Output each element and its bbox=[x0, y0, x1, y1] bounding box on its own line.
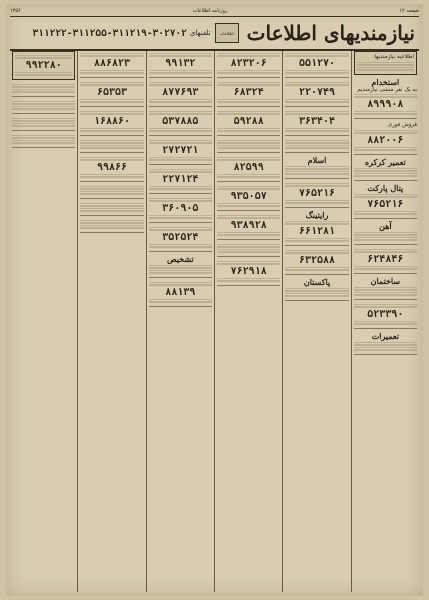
ad-text-lines bbox=[12, 84, 75, 88]
ad-text-lines bbox=[217, 174, 280, 178]
ad-text-lines bbox=[217, 70, 280, 74]
classified-ad bbox=[149, 196, 212, 223]
ad-text-lines bbox=[12, 123, 75, 127]
ad-text-lines bbox=[285, 82, 348, 86]
ad-text-lines bbox=[285, 200, 348, 204]
ad-phone-number: ۵۳۷۸۸۵ bbox=[162, 116, 199, 127]
classified-ad bbox=[354, 183, 417, 219]
ad-column bbox=[10, 51, 77, 592]
classified-ad bbox=[12, 82, 75, 97]
classified-ad bbox=[149, 138, 212, 165]
ad-text-lines bbox=[12, 89, 75, 93]
classified-ad bbox=[354, 331, 417, 355]
ad-phone-number: ۶۲۴۸۴۶ bbox=[367, 253, 404, 265]
ad-text-lines bbox=[149, 270, 212, 274]
ad-heading: ساختمان bbox=[370, 275, 401, 286]
classified-ad bbox=[12, 116, 75, 131]
ad-text-lines bbox=[149, 169, 212, 173]
ad-phone-number: ۹۳۵۰۵۷ bbox=[230, 191, 267, 202]
ad-text-lines bbox=[217, 215, 280, 219]
ad-text-lines bbox=[354, 237, 417, 241]
ad-text-lines bbox=[354, 287, 417, 291]
classified-ad bbox=[354, 302, 417, 329]
classified-ad bbox=[217, 109, 280, 136]
classified-ad bbox=[80, 51, 143, 78]
ad-phone-number: ۵۲۳۳۹۰ bbox=[367, 308, 404, 320]
ad-text-lines bbox=[217, 128, 280, 132]
ad-body: فروش فوری bbox=[387, 122, 417, 128]
ad-text-lines bbox=[217, 111, 280, 115]
ad-text-lines bbox=[285, 288, 348, 292]
classified-ad bbox=[80, 109, 143, 136]
ad-phone-number: ۶۸۳۲۴ bbox=[233, 87, 264, 98]
classified-ad bbox=[12, 99, 75, 114]
ad-phone-number: ۸۲۳۲۰۶ bbox=[230, 58, 267, 69]
folio-right: ۱۳۵۶ bbox=[10, 8, 21, 14]
ad-text-lines bbox=[80, 82, 143, 86]
ad-text-lines bbox=[80, 70, 143, 74]
ad-text-lines bbox=[149, 227, 212, 231]
ad-heading: آهن bbox=[379, 220, 392, 231]
ad-text-lines bbox=[217, 145, 280, 149]
ad-text-lines bbox=[285, 183, 348, 187]
classified-ad bbox=[217, 259, 280, 286]
ad-text-lines bbox=[285, 250, 348, 254]
ad-phone-number: ۶۶۱۲۸۱ bbox=[298, 226, 336, 237]
ad-text-lines bbox=[149, 157, 212, 161]
ad-text-lines bbox=[80, 111, 143, 115]
ad-text-lines bbox=[354, 266, 417, 270]
ad-phone-number: ۸۸۱۳۹ bbox=[165, 287, 196, 298]
ad-text-lines bbox=[149, 140, 212, 144]
folio-center: روزنامه اطلاعات bbox=[192, 8, 228, 14]
ad-text-lines bbox=[354, 147, 417, 151]
masthead-title: نیازمندیهای اطلاعات bbox=[246, 21, 415, 45]
ad-text-lines bbox=[80, 174, 143, 178]
ad-text-lines bbox=[354, 342, 417, 346]
ad-text-lines bbox=[217, 232, 280, 236]
ad-phone-number: ۸۷۷۶۹۳ bbox=[162, 87, 199, 98]
ad-heading: تشخیص bbox=[166, 254, 194, 264]
ad-text-lines bbox=[285, 171, 348, 175]
ad-text-lines bbox=[354, 347, 417, 351]
ad-phone-number: ۷۶۵۲۱۶ bbox=[367, 198, 404, 210]
ad-text-lines bbox=[217, 53, 280, 57]
classified-ad bbox=[285, 277, 348, 301]
ad-text-lines bbox=[80, 220, 143, 224]
classified-ad bbox=[354, 276, 417, 300]
ad-text-lines bbox=[80, 53, 143, 57]
classified-ad bbox=[354, 51, 417, 75]
ad-text-lines bbox=[354, 194, 417, 198]
classified-ad bbox=[217, 51, 280, 78]
ad-text-lines bbox=[149, 282, 212, 286]
ad-phone-number: ۷۶۲۹۱۸ bbox=[230, 266, 267, 277]
classified-ad bbox=[80, 80, 143, 107]
ad-phone-number: ۷۶۵۲۱۶ bbox=[298, 188, 336, 199]
classified-ad bbox=[354, 247, 417, 274]
ad-text-lines bbox=[285, 145, 348, 149]
ad-text-lines bbox=[354, 232, 417, 236]
ad-phone-number: ۹۹۱۳۲ bbox=[165, 58, 196, 69]
ad-text-lines bbox=[149, 128, 212, 132]
ad-text-lines bbox=[149, 299, 212, 303]
ad-text-lines bbox=[149, 244, 212, 248]
ad-text-lines bbox=[354, 292, 417, 296]
ad-text-lines bbox=[285, 128, 348, 132]
ad-phone-number: ۲۲۰۷۴۹ bbox=[298, 87, 336, 98]
ad-text-lines bbox=[354, 130, 417, 134]
newspaper-page bbox=[6, 4, 423, 596]
ad-text-lines bbox=[12, 118, 75, 122]
ad-text-lines bbox=[217, 244, 280, 248]
classified-ad bbox=[217, 184, 280, 211]
ad-phone-number: ۳۶۳۴۰۴ bbox=[298, 116, 336, 127]
folio bbox=[10, 6, 419, 16]
ad-heading: پاکستان bbox=[303, 277, 331, 287]
ad-text-lines bbox=[149, 99, 212, 103]
ad-text-lines bbox=[80, 99, 143, 103]
newspaper-emblem-icon: اطلاعات bbox=[215, 23, 239, 43]
classified-ad bbox=[12, 133, 75, 148]
classified-ad bbox=[149, 109, 212, 136]
ad-heading: تعمیرات bbox=[371, 330, 399, 341]
ad-text-lines bbox=[217, 261, 280, 265]
ad-phone-number: ۸۸۶۸۲۳ bbox=[93, 58, 131, 69]
ad-text-lines bbox=[217, 249, 280, 253]
ad-text-lines bbox=[149, 111, 212, 115]
ad-text-lines bbox=[12, 106, 75, 110]
classified-ad bbox=[149, 225, 212, 252]
classified-ad bbox=[149, 51, 212, 78]
ad-text-lines bbox=[285, 166, 348, 170]
ad-text-lines bbox=[285, 293, 348, 297]
classified-ad bbox=[149, 167, 212, 194]
masthead bbox=[10, 16, 419, 51]
ad-phone-number: ۲۲۷۱۲۴ bbox=[162, 174, 199, 185]
ad-body: اطلاعیه نیازمندیها bbox=[374, 54, 414, 60]
ad-phone-number: ۶۵۳۵۳ bbox=[96, 87, 128, 98]
ad-phone-number: ۸۸۲۰۰۶ bbox=[367, 134, 404, 146]
ad-phone-number: ۱۶۸۸۶۰ bbox=[93, 116, 131, 127]
ad-text-lines bbox=[354, 249, 417, 253]
ad-text-lines bbox=[354, 304, 417, 308]
classified-ad bbox=[354, 77, 417, 120]
ad-text-lines bbox=[357, 67, 414, 71]
phone-numbers: ۳۱۱۲۲۲-۳۱۱۲۵۵-۳۱۱۲۱۹-۳۰۲۷۰۲ bbox=[32, 27, 187, 39]
ad-text-lines bbox=[80, 203, 143, 207]
classified-ad bbox=[80, 155, 143, 182]
ad-text-lines bbox=[285, 267, 348, 271]
ad-text-lines bbox=[80, 140, 143, 144]
classified-ad bbox=[354, 121, 417, 155]
ad-phone-number: ۵۹۲۸۸ bbox=[233, 116, 264, 127]
ad-column bbox=[351, 51, 419, 592]
ad-text-lines bbox=[285, 99, 348, 103]
classified-ad bbox=[285, 109, 348, 136]
ad-heading: رایتینگ bbox=[305, 210, 329, 220]
ad-text-lines bbox=[80, 225, 143, 229]
ad-text-lines bbox=[357, 62, 414, 66]
ad-phone-number: ۳۶۰۹۰۵ bbox=[162, 203, 199, 214]
ad-columns bbox=[10, 51, 419, 592]
classified-ad bbox=[149, 280, 212, 307]
folio-left: صفحه ۱۲ bbox=[399, 8, 419, 14]
ad-text-lines bbox=[80, 157, 143, 161]
ad-text-lines bbox=[285, 111, 348, 115]
ad-text-lines bbox=[217, 99, 280, 103]
classified-ad bbox=[217, 242, 280, 257]
ad-phone-number: ۵۵۱۲۷۰ bbox=[298, 58, 336, 69]
classified-ad bbox=[80, 138, 143, 153]
classified-ad bbox=[285, 155, 348, 179]
ad-text-lines bbox=[15, 55, 72, 59]
ad-column bbox=[77, 51, 145, 592]
ad-text-lines bbox=[80, 191, 143, 195]
ad-text-lines bbox=[217, 278, 280, 282]
ad-text-lines bbox=[12, 140, 75, 144]
ad-phone-number: ۶۳۲۵۸۸ bbox=[298, 255, 336, 266]
ad-text-lines bbox=[354, 168, 417, 172]
ad-text-lines bbox=[217, 157, 280, 161]
ad-text-lines bbox=[12, 101, 75, 105]
ad-heading: پتال پارکت bbox=[367, 182, 404, 193]
ad-text-lines bbox=[217, 140, 280, 144]
ad-column bbox=[146, 51, 214, 592]
ad-text-lines bbox=[285, 238, 348, 242]
ad-text-lines bbox=[285, 140, 348, 144]
ad-phone-number: ۹۹۲۲۸۰ bbox=[25, 60, 62, 71]
ad-body: به یک نفر منشی نیازمندیم bbox=[357, 86, 417, 93]
classified-ad bbox=[285, 248, 348, 275]
ad-phone-number: ۲۷۲۷۲۱ bbox=[162, 145, 199, 156]
classified-ad bbox=[80, 184, 143, 199]
classified-ad bbox=[80, 201, 143, 216]
classified-ad bbox=[149, 254, 212, 278]
classified-ad bbox=[285, 80, 348, 107]
ad-heading: اسلام bbox=[307, 155, 327, 165]
ad-text-lines bbox=[285, 70, 348, 74]
ad-text-lines bbox=[80, 208, 143, 212]
ad-text-lines bbox=[217, 203, 280, 207]
classified-ad bbox=[149, 80, 212, 107]
ad-text-lines bbox=[354, 94, 417, 98]
ad-phone-number: ۳۵۲۵۲۴ bbox=[162, 232, 199, 243]
ad-column bbox=[282, 51, 350, 592]
ad-text-lines bbox=[80, 145, 143, 149]
classified-ad bbox=[285, 210, 348, 246]
ad-text-lines bbox=[354, 173, 417, 177]
classified-ad bbox=[354, 157, 417, 181]
classified-ad bbox=[285, 181, 348, 208]
ad-phone-number: ۹۳۸۹۲۸ bbox=[230, 220, 267, 231]
phones-label: تلفنهای bbox=[189, 29, 211, 37]
ad-text-lines bbox=[217, 82, 280, 86]
ad-text-lines bbox=[354, 211, 417, 215]
ad-phone-number: ۸۹۹۹۰۸ bbox=[367, 99, 404, 110]
classified-ad bbox=[354, 221, 417, 245]
ad-text-lines bbox=[12, 135, 75, 139]
ad-text-lines bbox=[285, 53, 348, 57]
ad-text-lines bbox=[149, 265, 212, 269]
ad-text-lines bbox=[354, 111, 417, 115]
ad-text-lines bbox=[285, 221, 348, 225]
classified-ad bbox=[217, 80, 280, 107]
ad-heading: استخدام bbox=[371, 76, 400, 87]
classified-ad bbox=[217, 155, 280, 182]
ad-column bbox=[214, 51, 282, 592]
classified-ad bbox=[217, 138, 280, 153]
ad-text-lines bbox=[80, 186, 143, 190]
ad-phone-number: ۸۲۵۹۹ bbox=[233, 162, 264, 173]
ad-text-lines bbox=[15, 72, 72, 76]
ad-text-lines bbox=[149, 198, 212, 202]
classified-ad bbox=[12, 51, 75, 80]
ad-text-lines bbox=[149, 70, 212, 74]
ad-text-lines bbox=[217, 186, 280, 190]
ad-text-lines bbox=[80, 128, 143, 132]
classified-ad bbox=[217, 213, 280, 240]
classified-ad bbox=[285, 138, 348, 153]
ad-text-lines bbox=[149, 82, 212, 86]
ad-heading: تعمیر کرکره bbox=[364, 156, 406, 167]
ad-text-lines bbox=[149, 186, 212, 190]
classified-ad bbox=[285, 51, 348, 78]
classified-ad bbox=[80, 218, 143, 233]
ad-text-lines bbox=[149, 53, 212, 57]
ad-text-lines bbox=[149, 215, 212, 219]
ad-text-lines bbox=[354, 321, 417, 325]
ad-phone-number: ۹۹۸۶۶ bbox=[96, 162, 128, 173]
